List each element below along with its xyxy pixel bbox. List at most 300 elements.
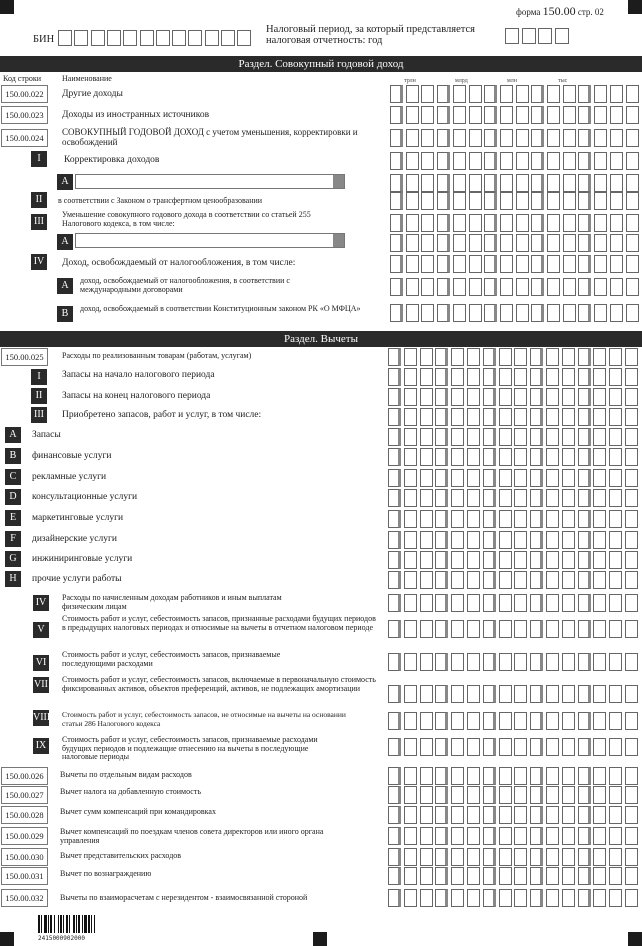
digit-cell[interactable] bbox=[421, 129, 434, 147]
digit-cell[interactable] bbox=[451, 867, 464, 885]
digit-cell[interactable] bbox=[437, 255, 450, 273]
amount-input[interactable] bbox=[388, 531, 641, 549]
digit-cell[interactable] bbox=[451, 786, 464, 804]
digit-cell[interactable] bbox=[483, 489, 496, 507]
digit-cell[interactable] bbox=[500, 174, 513, 192]
digit-cell[interactable] bbox=[484, 234, 497, 252]
digit-box[interactable] bbox=[205, 30, 219, 46]
digit-cell[interactable] bbox=[404, 368, 417, 386]
dropdown-icon[interactable] bbox=[333, 175, 344, 188]
digit-cell[interactable] bbox=[593, 388, 606, 406]
digit-cell[interactable] bbox=[467, 767, 480, 785]
amount-input[interactable] bbox=[390, 304, 641, 322]
digit-cell[interactable] bbox=[562, 712, 575, 730]
digit-cell[interactable] bbox=[514, 408, 527, 426]
amount-input[interactable] bbox=[388, 685, 641, 703]
digit-cell[interactable] bbox=[578, 867, 591, 885]
digit-box[interactable] bbox=[188, 30, 202, 46]
digit-cell[interactable] bbox=[388, 571, 401, 589]
digit-cell[interactable] bbox=[435, 368, 448, 386]
digit-cell[interactable] bbox=[499, 712, 512, 730]
digit-cell[interactable] bbox=[610, 255, 623, 273]
digit-cell[interactable] bbox=[451, 388, 464, 406]
digit-cell[interactable] bbox=[609, 510, 622, 528]
digit-cell[interactable] bbox=[469, 85, 482, 103]
digit-cell[interactable] bbox=[609, 827, 622, 845]
digit-cell[interactable] bbox=[593, 620, 606, 638]
digit-cell[interactable] bbox=[483, 867, 496, 885]
digit-cell[interactable] bbox=[546, 786, 559, 804]
digit-box[interactable] bbox=[156, 30, 170, 46]
digit-cell[interactable] bbox=[547, 85, 560, 103]
digit-cell[interactable] bbox=[514, 348, 527, 366]
digit-cell[interactable] bbox=[547, 152, 560, 170]
digit-cell[interactable] bbox=[562, 489, 575, 507]
digit-cell[interactable] bbox=[610, 129, 623, 147]
digit-cell[interactable] bbox=[578, 368, 591, 386]
digit-cell[interactable] bbox=[467, 408, 480, 426]
digit-cell[interactable] bbox=[546, 738, 559, 756]
amount-input[interactable] bbox=[390, 214, 641, 232]
digit-cell[interactable] bbox=[625, 510, 638, 528]
amount-input[interactable] bbox=[388, 368, 641, 386]
digit-cell[interactable] bbox=[469, 192, 482, 210]
digit-cell[interactable] bbox=[593, 712, 606, 730]
digit-cell[interactable] bbox=[514, 786, 527, 804]
digit-cell[interactable] bbox=[453, 85, 466, 103]
digit-cell[interactable] bbox=[610, 106, 623, 124]
digit-cell[interactable] bbox=[483, 531, 496, 549]
digit-cell[interactable] bbox=[514, 653, 527, 671]
digit-cell[interactable] bbox=[546, 551, 559, 569]
digit-cell[interactable] bbox=[562, 469, 575, 487]
digit-cell[interactable] bbox=[563, 106, 576, 124]
digit-cell[interactable] bbox=[593, 408, 606, 426]
digit-cell[interactable] bbox=[514, 767, 527, 785]
digit-cell[interactable] bbox=[514, 469, 527, 487]
digit-cell[interactable] bbox=[500, 106, 513, 124]
digit-cell[interactable] bbox=[563, 234, 576, 252]
digit-cell[interactable] bbox=[451, 448, 464, 466]
digit-cell[interactable] bbox=[626, 85, 639, 103]
amount-input[interactable] bbox=[390, 106, 641, 124]
digit-cell[interactable] bbox=[626, 214, 639, 232]
digit-cell[interactable] bbox=[435, 806, 448, 824]
digit-cell[interactable] bbox=[388, 848, 401, 866]
digit-cell[interactable] bbox=[516, 192, 529, 210]
digit-cell[interactable] bbox=[516, 234, 529, 252]
digit-cell[interactable] bbox=[563, 278, 576, 296]
digit-cell[interactable] bbox=[516, 214, 529, 232]
digit-cell[interactable] bbox=[530, 620, 543, 638]
digit-cell[interactable] bbox=[514, 510, 527, 528]
digit-cell[interactable] bbox=[546, 767, 559, 785]
digit-cell[interactable] bbox=[467, 571, 480, 589]
digit-cell[interactable] bbox=[546, 827, 559, 845]
digit-cell[interactable] bbox=[593, 806, 606, 824]
digit-cell[interactable] bbox=[562, 510, 575, 528]
digit-cell[interactable] bbox=[467, 712, 480, 730]
digit-cell[interactable] bbox=[625, 827, 638, 845]
digit-cell[interactable] bbox=[406, 129, 419, 147]
digit-cell[interactable] bbox=[578, 620, 591, 638]
digit-cell[interactable] bbox=[578, 571, 591, 589]
digit-cell[interactable] bbox=[499, 448, 512, 466]
digit-box[interactable] bbox=[172, 30, 186, 46]
digit-cell[interactable] bbox=[516, 174, 529, 192]
digit-box[interactable] bbox=[221, 30, 235, 46]
digit-cell[interactable] bbox=[499, 806, 512, 824]
digit-cell[interactable] bbox=[406, 304, 419, 322]
digit-cell[interactable] bbox=[406, 106, 419, 124]
digit-cell[interactable] bbox=[626, 106, 639, 124]
digit-cell[interactable] bbox=[578, 348, 591, 366]
digit-cell[interactable] bbox=[499, 551, 512, 569]
digit-cell[interactable] bbox=[578, 278, 591, 296]
digit-cell[interactable] bbox=[530, 551, 543, 569]
digit-cell[interactable] bbox=[625, 428, 638, 446]
digit-cell[interactable] bbox=[406, 278, 419, 296]
digit-cell[interactable] bbox=[451, 551, 464, 569]
digit-cell[interactable] bbox=[435, 510, 448, 528]
digit-cell[interactable] bbox=[594, 214, 607, 232]
digit-cell[interactable] bbox=[420, 388, 433, 406]
digit-cell[interactable] bbox=[453, 152, 466, 170]
amount-input[interactable] bbox=[388, 806, 641, 824]
digit-cell[interactable] bbox=[609, 806, 622, 824]
digit-cell[interactable] bbox=[546, 510, 559, 528]
digit-cell[interactable] bbox=[499, 388, 512, 406]
digit-cell[interactable] bbox=[483, 786, 496, 804]
digit-cell[interactable] bbox=[594, 278, 607, 296]
digit-cell[interactable] bbox=[420, 428, 433, 446]
digit-cell[interactable] bbox=[625, 712, 638, 730]
amount-input[interactable] bbox=[388, 653, 641, 671]
digit-cell[interactable] bbox=[625, 448, 638, 466]
digit-cell[interactable] bbox=[530, 848, 543, 866]
digit-cell[interactable] bbox=[451, 685, 464, 703]
digit-cell[interactable] bbox=[578, 214, 591, 232]
digit-cell[interactable] bbox=[483, 738, 496, 756]
digit-cell[interactable] bbox=[435, 786, 448, 804]
digit-cell[interactable] bbox=[483, 368, 496, 386]
digit-cell[interactable] bbox=[563, 304, 576, 322]
digit-cell[interactable] bbox=[626, 278, 639, 296]
digit-cell[interactable] bbox=[420, 469, 433, 487]
digit-cell[interactable] bbox=[625, 551, 638, 569]
digit-cell[interactable] bbox=[530, 712, 543, 730]
digit-cell[interactable] bbox=[593, 428, 606, 446]
digit-cell[interactable] bbox=[390, 192, 403, 210]
digit-cell[interactable] bbox=[499, 889, 512, 907]
digit-cell[interactable] bbox=[453, 255, 466, 273]
digit-cell[interactable] bbox=[562, 806, 575, 824]
digit-cell[interactable] bbox=[609, 685, 622, 703]
digit-cell[interactable] bbox=[483, 889, 496, 907]
digit-cell[interactable] bbox=[562, 685, 575, 703]
amount-input[interactable] bbox=[388, 738, 641, 756]
digit-cell[interactable] bbox=[609, 594, 622, 612]
digit-cell[interactable] bbox=[609, 448, 622, 466]
digit-cell[interactable] bbox=[546, 368, 559, 386]
digit-cell[interactable] bbox=[578, 889, 591, 907]
digit-cell[interactable] bbox=[420, 827, 433, 845]
digit-cell[interactable] bbox=[483, 594, 496, 612]
digit-cell[interactable] bbox=[484, 129, 497, 147]
digit-cell[interactable] bbox=[609, 408, 622, 426]
digit-cell[interactable] bbox=[388, 448, 401, 466]
digit-cell[interactable] bbox=[388, 827, 401, 845]
digit-cell[interactable] bbox=[593, 594, 606, 612]
digit-cell[interactable] bbox=[483, 510, 496, 528]
digit-cell[interactable] bbox=[594, 85, 607, 103]
amount-input[interactable] bbox=[388, 786, 641, 804]
digit-cell[interactable] bbox=[404, 469, 417, 487]
digit-cell[interactable] bbox=[594, 106, 607, 124]
digit-cell[interactable] bbox=[547, 174, 560, 192]
digit-cell[interactable] bbox=[499, 738, 512, 756]
digit-cell[interactable] bbox=[578, 767, 591, 785]
digit-cell[interactable] bbox=[625, 738, 638, 756]
digit-cell[interactable] bbox=[421, 214, 434, 232]
digit-cell[interactable] bbox=[594, 234, 607, 252]
digit-cell[interactable] bbox=[499, 531, 512, 549]
digit-cell[interactable] bbox=[437, 214, 450, 232]
digit-cell[interactable] bbox=[420, 848, 433, 866]
digit-cell[interactable] bbox=[390, 214, 403, 232]
digit-cell[interactable] bbox=[388, 806, 401, 824]
digit-cell[interactable] bbox=[483, 551, 496, 569]
digit-cell[interactable] bbox=[467, 510, 480, 528]
digit-cell[interactable] bbox=[530, 767, 543, 785]
digit-cell[interactable] bbox=[625, 806, 638, 824]
digit-cell[interactable] bbox=[483, 469, 496, 487]
digit-cell[interactable] bbox=[593, 510, 606, 528]
digit-cell[interactable] bbox=[594, 304, 607, 322]
digit-cell[interactable] bbox=[578, 712, 591, 730]
digit-cell[interactable] bbox=[390, 152, 403, 170]
digit-cell[interactable] bbox=[420, 867, 433, 885]
digit-cell[interactable] bbox=[531, 152, 544, 170]
amount-input[interactable] bbox=[388, 489, 641, 507]
digit-cell[interactable] bbox=[435, 531, 448, 549]
digit-cell[interactable] bbox=[499, 348, 512, 366]
digit-cell[interactable] bbox=[578, 469, 591, 487]
digit-cell[interactable] bbox=[593, 767, 606, 785]
digit-cell[interactable] bbox=[626, 192, 639, 210]
digit-cell[interactable] bbox=[625, 594, 638, 612]
digit-cell[interactable] bbox=[514, 848, 527, 866]
digit-cell[interactable] bbox=[404, 889, 417, 907]
digit-cell[interactable] bbox=[451, 889, 464, 907]
digit-cell[interactable] bbox=[484, 192, 497, 210]
digit-cell[interactable] bbox=[609, 368, 622, 386]
digit-cell[interactable] bbox=[516, 106, 529, 124]
digit-cell[interactable] bbox=[609, 428, 622, 446]
digit-cell[interactable] bbox=[499, 428, 512, 446]
digit-cell[interactable] bbox=[437, 85, 450, 103]
digit-cell[interactable] bbox=[593, 786, 606, 804]
digit-cell[interactable] bbox=[562, 388, 575, 406]
digit-cell[interactable] bbox=[469, 214, 482, 232]
digit-cell[interactable] bbox=[483, 685, 496, 703]
digit-cell[interactable] bbox=[483, 448, 496, 466]
digit-cell[interactable] bbox=[530, 428, 543, 446]
amount-input[interactable] bbox=[388, 827, 641, 845]
digit-box[interactable] bbox=[58, 30, 72, 46]
digit-cell[interactable] bbox=[609, 469, 622, 487]
digit-cell[interactable] bbox=[546, 889, 559, 907]
digit-cell[interactable] bbox=[421, 255, 434, 273]
digit-box[interactable] bbox=[123, 30, 137, 46]
digit-cell[interactable] bbox=[420, 510, 433, 528]
digit-cell[interactable] bbox=[546, 867, 559, 885]
digit-cell[interactable] bbox=[530, 469, 543, 487]
digit-box[interactable] bbox=[505, 28, 519, 44]
digit-cell[interactable] bbox=[421, 234, 434, 252]
digit-cell[interactable] bbox=[578, 255, 591, 273]
digit-cell[interactable] bbox=[451, 653, 464, 671]
digit-cell[interactable] bbox=[626, 234, 639, 252]
digit-cell[interactable] bbox=[514, 712, 527, 730]
digit-cell[interactable] bbox=[609, 571, 622, 589]
digit-cell[interactable] bbox=[435, 827, 448, 845]
digit-cell[interactable] bbox=[578, 738, 591, 756]
digit-cell[interactable] bbox=[435, 889, 448, 907]
digit-cell[interactable] bbox=[467, 867, 480, 885]
digit-cell[interactable] bbox=[514, 738, 527, 756]
digit-cell[interactable] bbox=[499, 368, 512, 386]
digit-box[interactable] bbox=[91, 30, 105, 46]
digit-box[interactable] bbox=[237, 30, 251, 46]
digit-cell[interactable] bbox=[420, 767, 433, 785]
digit-cell[interactable] bbox=[578, 551, 591, 569]
digit-cell[interactable] bbox=[435, 428, 448, 446]
digit-box[interactable] bbox=[538, 28, 552, 44]
digit-cell[interactable] bbox=[435, 388, 448, 406]
digit-cell[interactable] bbox=[437, 234, 450, 252]
digit-cell[interactable] bbox=[421, 174, 434, 192]
digit-cell[interactable] bbox=[530, 594, 543, 612]
digit-cell[interactable] bbox=[388, 620, 401, 638]
digit-cell[interactable] bbox=[484, 255, 497, 273]
digit-cell[interactable] bbox=[609, 620, 622, 638]
digit-cell[interactable] bbox=[451, 571, 464, 589]
amount-input[interactable] bbox=[388, 510, 641, 528]
digit-cell[interactable] bbox=[388, 388, 401, 406]
digit-cell[interactable] bbox=[563, 174, 576, 192]
digit-cell[interactable] bbox=[530, 827, 543, 845]
digit-cell[interactable] bbox=[435, 767, 448, 785]
digit-cell[interactable] bbox=[531, 174, 544, 192]
digit-cell[interactable] bbox=[563, 152, 576, 170]
digit-cell[interactable] bbox=[499, 685, 512, 703]
digit-cell[interactable] bbox=[499, 653, 512, 671]
digit-cell[interactable] bbox=[499, 848, 512, 866]
digit-cell[interactable] bbox=[390, 278, 403, 296]
digit-cell[interactable] bbox=[437, 152, 450, 170]
digit-cell[interactable] bbox=[514, 867, 527, 885]
digit-cell[interactable] bbox=[390, 174, 403, 192]
digit-cell[interactable] bbox=[388, 867, 401, 885]
digit-cell[interactable] bbox=[435, 448, 448, 466]
digit-cell[interactable] bbox=[499, 827, 512, 845]
digit-cell[interactable] bbox=[531, 255, 544, 273]
digit-cell[interactable] bbox=[625, 531, 638, 549]
digit-cell[interactable] bbox=[435, 712, 448, 730]
digit-cell[interactable] bbox=[469, 152, 482, 170]
digit-cell[interactable] bbox=[562, 738, 575, 756]
digit-cell[interactable] bbox=[514, 889, 527, 907]
digit-cell[interactable] bbox=[421, 192, 434, 210]
digit-cell[interactable] bbox=[516, 152, 529, 170]
digit-cell[interactable] bbox=[562, 551, 575, 569]
digit-cell[interactable] bbox=[578, 806, 591, 824]
digit-cell[interactable] bbox=[610, 174, 623, 192]
digit-cell[interactable] bbox=[467, 388, 480, 406]
digit-cell[interactable] bbox=[499, 594, 512, 612]
digit-cell[interactable] bbox=[388, 368, 401, 386]
digit-cell[interactable] bbox=[500, 278, 513, 296]
digit-cell[interactable] bbox=[420, 685, 433, 703]
digit-cell[interactable] bbox=[483, 408, 496, 426]
digit-cell[interactable] bbox=[500, 255, 513, 273]
digit-cell[interactable] bbox=[404, 510, 417, 528]
digit-cell[interactable] bbox=[435, 469, 448, 487]
text-input[interactable] bbox=[75, 174, 345, 189]
digit-cell[interactable] bbox=[421, 304, 434, 322]
digit-cell[interactable] bbox=[578, 653, 591, 671]
digit-cell[interactable] bbox=[453, 174, 466, 192]
digit-cell[interactable] bbox=[594, 192, 607, 210]
digit-cell[interactable] bbox=[531, 278, 544, 296]
digit-cell[interactable] bbox=[594, 129, 607, 147]
digit-cell[interactable] bbox=[530, 489, 543, 507]
digit-cell[interactable] bbox=[546, 653, 559, 671]
digit-cell[interactable] bbox=[546, 571, 559, 589]
digit-cell[interactable] bbox=[404, 594, 417, 612]
digit-cell[interactable] bbox=[420, 368, 433, 386]
digit-cell[interactable] bbox=[404, 571, 417, 589]
digit-cell[interactable] bbox=[563, 192, 576, 210]
digit-cell[interactable] bbox=[467, 469, 480, 487]
digit-cell[interactable] bbox=[388, 348, 401, 366]
digit-cell[interactable] bbox=[625, 889, 638, 907]
amount-input[interactable] bbox=[388, 448, 641, 466]
digit-cell[interactable] bbox=[578, 304, 591, 322]
digit-cell[interactable] bbox=[547, 129, 560, 147]
digit-cell[interactable] bbox=[467, 348, 480, 366]
digit-cell[interactable] bbox=[421, 106, 434, 124]
amount-input[interactable] bbox=[390, 174, 641, 192]
digit-cell[interactable] bbox=[530, 388, 543, 406]
digit-cell[interactable] bbox=[547, 234, 560, 252]
digit-cell[interactable] bbox=[546, 489, 559, 507]
digit-cell[interactable] bbox=[578, 827, 591, 845]
digit-cell[interactable] bbox=[390, 106, 403, 124]
digit-cell[interactable] bbox=[435, 551, 448, 569]
digit-cell[interactable] bbox=[625, 620, 638, 638]
digit-cell[interactable] bbox=[469, 234, 482, 252]
digit-cell[interactable] bbox=[626, 174, 639, 192]
digit-cell[interactable] bbox=[593, 469, 606, 487]
digit-cell[interactable] bbox=[610, 85, 623, 103]
digit-cell[interactable] bbox=[610, 278, 623, 296]
digit-cell[interactable] bbox=[578, 685, 591, 703]
digit-box[interactable] bbox=[522, 28, 536, 44]
digit-cell[interactable] bbox=[404, 348, 417, 366]
digit-cell[interactable] bbox=[404, 653, 417, 671]
